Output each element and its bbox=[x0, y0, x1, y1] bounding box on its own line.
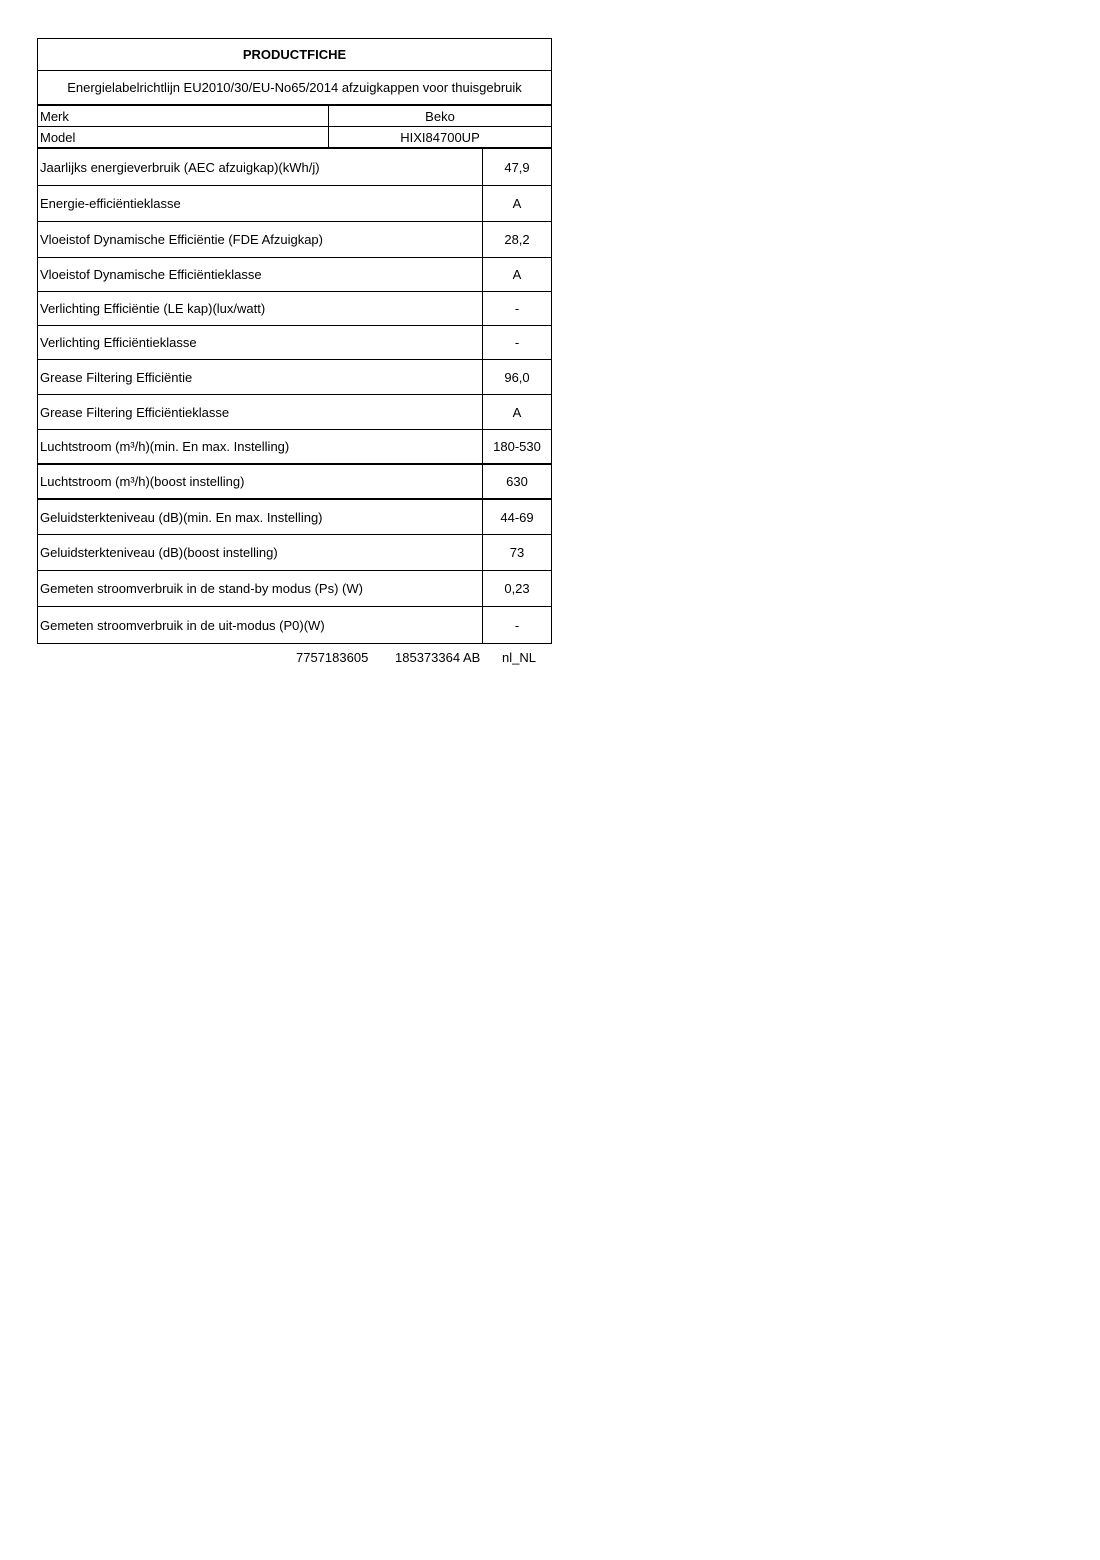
spec-row bbox=[38, 149, 551, 186]
brand-label: Merk bbox=[38, 106, 329, 126]
spec-row bbox=[38, 292, 551, 326]
spec-value: A bbox=[512, 267, 522, 282]
spec-row bbox=[38, 430, 551, 465]
spec-label: Verlichting Efficiëntie (LE kap)(lux/watt) bbox=[38, 292, 483, 325]
spec-label: Energie-efficiëntieklasse bbox=[38, 186, 483, 221]
spec-label: Geluidsterkteniveau (dB)(boost instelling) bbox=[38, 535, 483, 570]
spec-label: Gemeten stroomverbruik in de uit-modus (P0)(W) bbox=[38, 607, 483, 643]
spec-label: Vloeistof Dynamische Efficiëntie (FDE Afzuigkap) bbox=[38, 222, 483, 257]
footer-code-1: 7757183605 bbox=[296, 650, 369, 665]
fiche-title: PRODUCTFICHE bbox=[38, 39, 551, 71]
spec-value: 73 bbox=[509, 545, 525, 560]
spec-value: A bbox=[512, 404, 522, 420]
spec-row bbox=[38, 571, 551, 607]
spec-row bbox=[38, 258, 551, 292]
spec-label: Vloeistof Dynamische Efficiëntieklasse bbox=[38, 258, 483, 291]
model-row bbox=[38, 127, 551, 149]
spec-row bbox=[38, 186, 551, 222]
spec-value: 47,9 bbox=[504, 159, 530, 175]
spec-row bbox=[38, 326, 551, 360]
spec-value: 180-530 bbox=[493, 439, 541, 454]
spec-value: A bbox=[512, 196, 522, 211]
model-value: HIXI84700UP bbox=[400, 129, 480, 145]
spec-label: Geluidsterkteniveau (dB)(min. En max. Instelling) bbox=[38, 500, 483, 534]
spec-label: Luchtstroom (m³/h)(min. En max. Instelling) bbox=[38, 430, 483, 463]
spec-label: Gemeten stroomverbruik in de stand-by modus (Ps) (W) bbox=[38, 571, 483, 606]
spec-value: 96,0 bbox=[504, 369, 530, 385]
spec-row bbox=[38, 500, 551, 535]
spec-label: Verlichting Efficiëntieklasse bbox=[38, 326, 483, 359]
spec-row bbox=[38, 465, 551, 500]
spec-value: - bbox=[514, 617, 520, 633]
spec-label: Grease Filtering Efficiëntieklasse bbox=[38, 395, 483, 429]
product-fiche-table bbox=[37, 38, 552, 644]
spec-value: 0,23 bbox=[504, 581, 530, 596]
brand-value: Beko bbox=[425, 108, 455, 124]
spec-row bbox=[38, 360, 551, 395]
footer-code-2: 185373364 AB bbox=[395, 650, 481, 665]
spec-row bbox=[38, 395, 551, 430]
brand-row bbox=[38, 106, 551, 127]
spec-value: 630 bbox=[506, 474, 528, 489]
spec-row bbox=[38, 607, 551, 644]
spec-value: - bbox=[514, 301, 520, 316]
spec-label: Luchtstroom (m³/h)(boost instelling) bbox=[38, 465, 483, 498]
model-label: Model bbox=[38, 127, 329, 147]
directive-text: Energielabelrichtlijn EU2010/30/EU-No65/2014 afzuigkappen voor thuisgebruik bbox=[38, 71, 551, 106]
spec-row bbox=[38, 222, 551, 258]
spec-value: - bbox=[514, 335, 520, 350]
spec-value: 28,2 bbox=[504, 232, 530, 247]
spec-value: 44-69 bbox=[500, 509, 534, 525]
footer-locale: nl_NL bbox=[502, 650, 536, 665]
spec-label: Jaarlijks energieverbruik (AEC afzuigkap)(kWh/j) bbox=[38, 149, 483, 185]
spec-row bbox=[38, 535, 551, 571]
spec-label: Grease Filtering Efficiëntie bbox=[38, 360, 483, 394]
